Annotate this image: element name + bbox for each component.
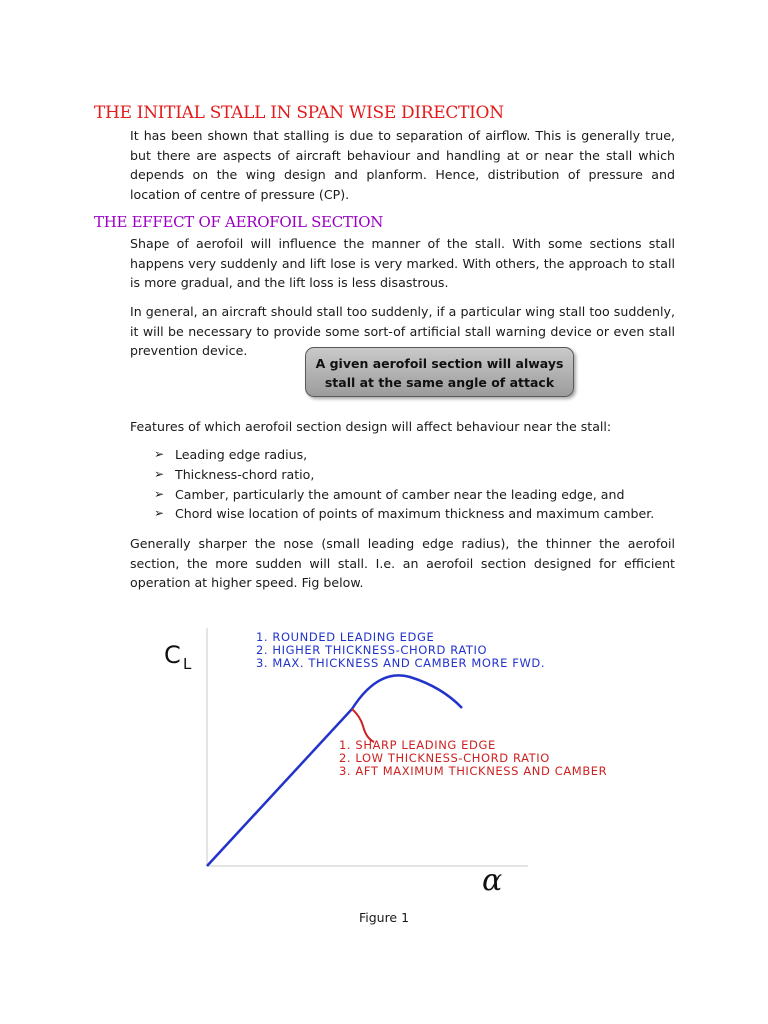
paragraph-features-intro: Features of which aerofoil section design will affect behaviour near the stall: <box>130 419 612 434</box>
list-item-text: Chord wise location of points of maximum thickness and maximum camber. <box>175 506 655 522</box>
feature-list <box>154 445 654 524</box>
arrow-bullet-icon: ➢ <box>154 506 165 521</box>
y-axis-label-subscript: L <box>183 655 192 673</box>
heading-initial-stall: THE INITIAL STALL IN SPAN WISE DIRECTION <box>94 103 504 123</box>
arrow-bullet-icon: ➢ <box>154 486 165 501</box>
paragraph-stall-warning: In general, an aircraft should stall too suddenly, if a particular wing stall too suddenly, it will be necessary to provide some sort-of artificial stall warning device or even stall prevention device. <box>130 304 675 358</box>
list-item-text: Leading edge radius, <box>175 447 308 462</box>
paragraph-sharper-nose: Generally sharper the nose (small leading edge radius), the thinner the aerofoil section, the more sudden will stall. I.e. an aerofoil section designed for efficient operation at higher speed. Fig below. <box>130 536 675 590</box>
list-item <box>154 485 654 505</box>
y-axis-label: C <box>164 641 181 669</box>
note-thickness-fwd: 3. MAX. THICKNESS AND CAMBER MORE FWD. <box>256 656 546 670</box>
note-rounded-edge: 1. ROUNDED LEADING EDGE <box>256 630 435 644</box>
list-item-text: Camber, particularly the amount of camber near the leading edge, and <box>175 486 625 502</box>
note-higher-ratio: 2. HIGHER THICKNESS-CHORD RATIO <box>256 643 488 657</box>
heading-aerofoil-section: THE EFFECT OF AEROFOIL SECTION <box>94 213 384 231</box>
paragraph-aerofoil-shape: Shape of aerofoil will influence the manner of the stall. With some sections stall happens very suddenly and lift lose is very marked. With others, the approach to stall is more gradual, and the lift loss is less disastrous. <box>130 236 675 290</box>
note-aft-thickness: 3. AFT MAXIMUM THICKNESS AND CAMBER <box>339 764 608 778</box>
note-low-ratio: 2. LOW THICKNESS-CHORD RATIO <box>339 751 550 765</box>
arrow-bullet-icon: ➢ <box>154 466 165 481</box>
paragraph-stall-separation: It has been shown that stalling is due to separation of airflow. This is generally true, but there are aspects of aircraft behaviour and handling at or near the stall which depends on the wing design and planform. Hence, distribution of pressure and location of centre of pressure (CP). <box>130 128 675 202</box>
list-item <box>154 465 654 485</box>
callout-line-2: stall at the same angle of attack <box>324 375 555 390</box>
figure-lift-curve <box>0 610 768 900</box>
list-item-text: Thickness-chord ratio, <box>175 466 315 482</box>
x-axis-label: α <box>482 863 503 898</box>
note-sharp-edge: 1. SHARP LEADING EDGE <box>339 738 496 752</box>
callout-box <box>305 347 574 397</box>
list-item <box>154 504 654 524</box>
arrow-bullet-icon: ➢ <box>154 447 165 461</box>
list-item <box>154 445 654 465</box>
figure-caption: Figure 1 <box>358 910 410 925</box>
callout-line-1: A given aerofoil section will always <box>315 356 564 371</box>
